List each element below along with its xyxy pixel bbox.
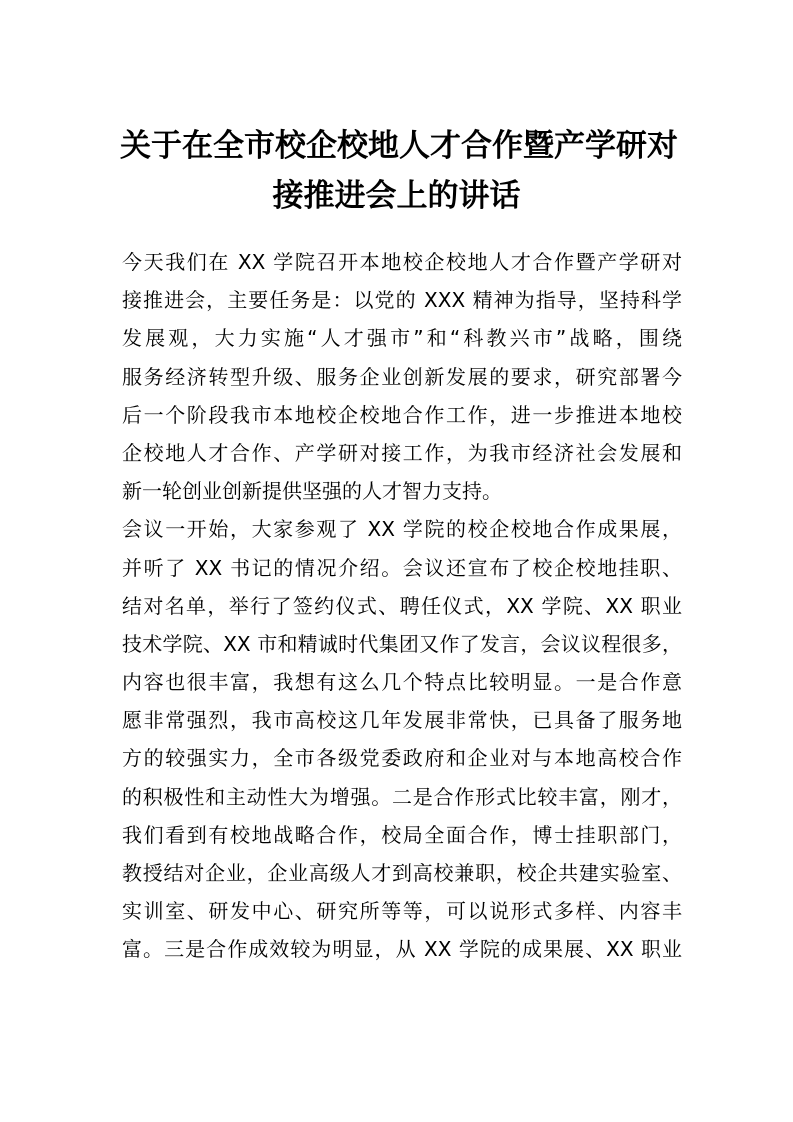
text-line: 愿非常强烈，我市高校这几年发展非常快，已具备了服务地	[122, 708, 682, 733]
text-line: 后一个阶段我市本地校企校地合作工作，进一步推进本地校	[122, 402, 682, 427]
document-title	[120, 121, 678, 221]
paragraph-1	[122, 243, 682, 510]
text-line: 企校地人才合作、产学研对接工作，为我市经济社会发展和	[122, 440, 682, 465]
text-line: 今天我们在 XX 学院召开本地校企校地人才合作暨产学研对	[122, 250, 682, 274]
text-line: 技术学院、XX 市和精诚时代集团又作了发言，会议议程很多，	[122, 631, 682, 656]
document-body	[122, 243, 682, 969]
title-line: 接推进会上的讲话	[272, 178, 521, 214]
text-line: 富。三是合作成效较为明显，从 XX 学院的成果展、XX 职业	[122, 937, 682, 962]
text-line: 教授结对企业，企业高级人才到高校兼职，校企共建实验室、	[122, 861, 682, 885]
text-line: 发展观，大力实施“人才强市”和“科教兴市”战略，围绕	[122, 326, 682, 351]
text-line: 的积极性和主动性大为增强。二是合作形式比较丰富，刚才，	[122, 784, 682, 809]
text-line: 新一轮创业创新提供坚强的人才智力支持。	[122, 479, 502, 504]
text-line: 并听了 XX 书记的情况介绍。会议还宣布了校企校地挂职、	[122, 555, 682, 580]
text-line: 接推进会，主要任务是：以党的 XXX 精神为指导，坚持科学	[122, 288, 682, 313]
paragraph-2	[122, 510, 682, 968]
text-line: 会议一开始，大家参观了 XX 学院的校企校地合作成果展，	[122, 517, 682, 542]
text-line: 方的较强实力，全市各级党委政府和企业对与本地高校合作	[122, 746, 682, 771]
text-line: 实训室、研发中心、研究所等等，可以说形式多样、内容丰	[122, 899, 682, 924]
title-line: 关于在全市校企校地人才合作暨产学研对	[120, 128, 678, 164]
text-line: 服务经济转型升级、服务企业创新发展的要求，研究部署今	[122, 364, 682, 389]
text-line: 内容也很丰富，我想有这么几个特点比较明显。一是合作意	[122, 670, 682, 695]
text-line: 我们看到有校地战略合作，校局全面合作，博士挂职部门，	[122, 822, 682, 847]
text-line: 结对名单，举行了签约仪式、聘任仪式，XX 学院、XX 职业	[122, 593, 682, 618]
